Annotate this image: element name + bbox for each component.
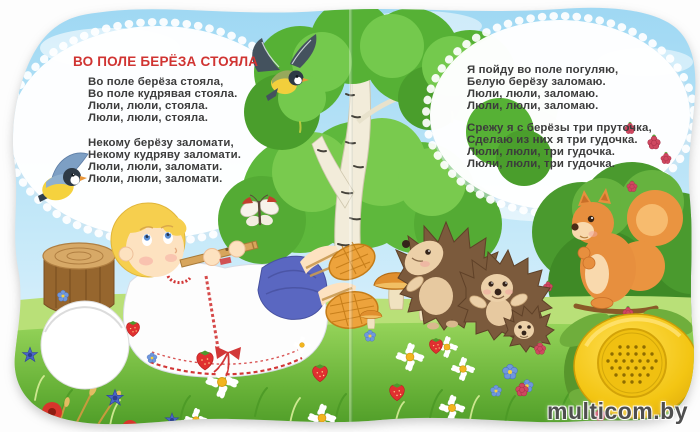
poem-line: Я пойду во поле погуляю,	[467, 64, 619, 76]
poem-line: Люли, люли, заломаю.	[467, 100, 599, 113]
poem-title: ВО ПОЛЕ БЕРЁЗА СТОЯЛА	[73, 54, 259, 69]
poem-line: Люли, люли, заломати.	[88, 161, 223, 174]
watermark: multicom.by	[547, 398, 688, 424]
sound-button	[574, 314, 698, 418]
poem-line: Люли, люли, три гудочка.	[467, 146, 616, 159]
die-cut-hole	[41, 301, 129, 389]
poem-line: Люли, люли, заломати.	[88, 173, 223, 186]
poem-line: Во поле кудрявая стояла.	[88, 88, 238, 101]
poem-line: Белую берёзу заломаю.	[467, 76, 606, 89]
poem-line: Некому берёзу заломати,	[88, 137, 234, 149]
poem-line: Некому кудряву заломати.	[88, 149, 242, 162]
poem-line: Сделаю из них я три гудочка.	[467, 134, 638, 147]
poem-line: Люли, люли, заломаю.	[467, 88, 599, 101]
page-fold-line	[349, 8, 352, 424]
poem-line: Люли, люли, стояла.	[88, 100, 209, 113]
poem-line: Срежу я с берёзы три пруточка,	[467, 122, 652, 134]
poem-line: Люли, люли, стояла.	[88, 112, 209, 125]
poem-line: Во поле берёза стояла,	[88, 76, 224, 88]
boy-shorts	[258, 256, 327, 319]
poem-line: Люли, люли, три гудочка.	[467, 158, 616, 171]
